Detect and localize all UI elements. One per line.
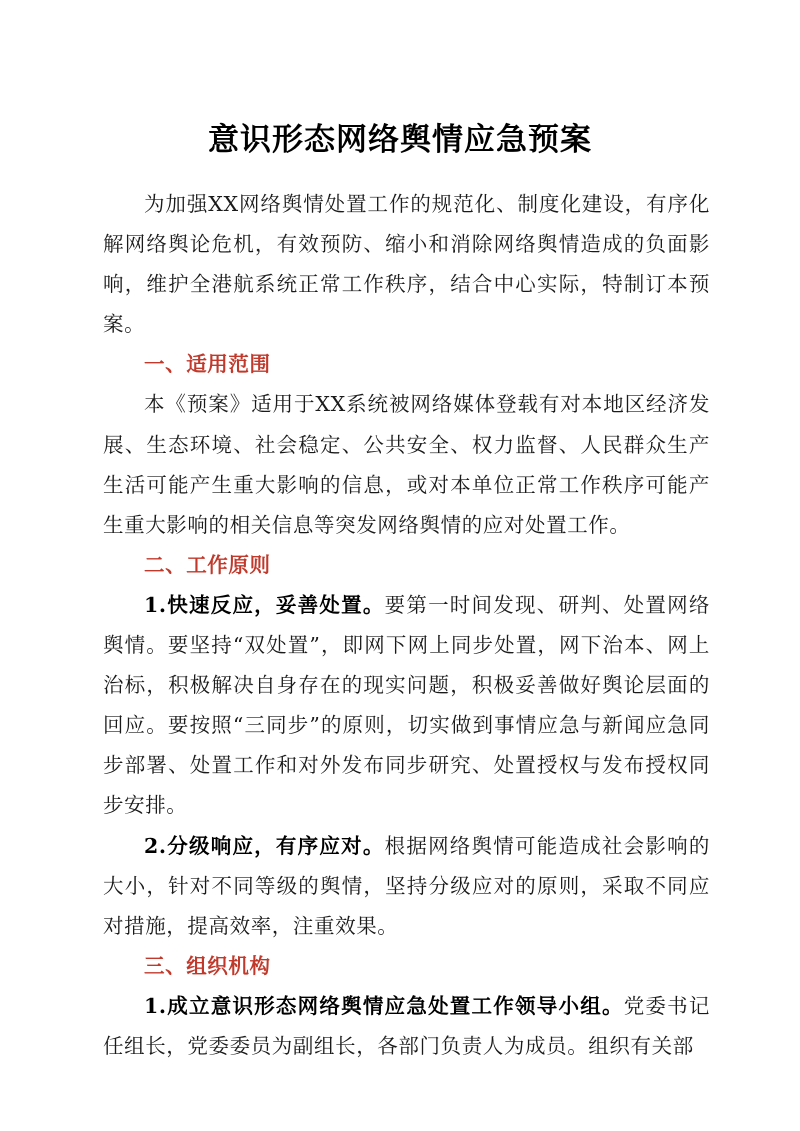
section-heading-principles: 二、工作原则 xyxy=(144,552,271,577)
paragraph-lead: 1.快速反应，妥善处置。 xyxy=(144,592,385,617)
paragraph-lead: 2.分级响应，有序应对。 xyxy=(144,833,385,858)
intro-paragraph: 为加强XX网络舆情处置工作的规范化、制度化建设，有序化解网络舆论危机，有效预防、缩小和消除网络舆情造成的负面影响，维护全港航系统正常工作秩序，结合中心实际，特制订本预案。 xyxy=(103,192,710,337)
organization-paragraph-1 xyxy=(103,986,710,1066)
paragraph-lead: 1.成立意识形态网络舆情应急处置工作领导小组。 xyxy=(144,993,624,1018)
paragraph-text: 本《预案》适用于XX系统被网络媒体登载有对本地区经济发展、生态环境、社会稳定、公共安全、权力监督、人民群众生产生活可能产生重大影响的信息，或对本单位正常工作秩序可能产生重大影响的相关信息等突发网络舆情的应对处置工作。 xyxy=(103,392,710,537)
principle-paragraph-2 xyxy=(103,826,710,946)
paragraph-text: 党委书记任组长，党委委员为副组长，各部门负责人为成员。组织有关部 xyxy=(103,993,710,1058)
paragraph-text: 要第一时间发现、研判、处置网络舆情。要坚持“双处置”，即网下网上同步处置，网下治本、网上治标，积极解决自身存在的现实问题，积极妥善做好舆论层面的回应。要按照“三同步”的原则，切实做到事情应急与新闻应急同步部署、处置工作和对外发布同步研究、处置授权与发布授权同步安排。 xyxy=(103,592,710,818)
paragraph-text: 根据网络舆情可能造成社会影响的大小，针对不同等级的舆情，坚持分级应对的原则，采取不同应对措施，提高效率，注重效果。 xyxy=(103,833,710,938)
section-heading-organization: 三、组织机构 xyxy=(144,953,271,978)
document-body xyxy=(103,184,710,1066)
principle-paragraph-1 xyxy=(103,585,710,826)
scope-paragraph xyxy=(103,384,710,544)
document-title: 意识形态网络舆情应急预案 xyxy=(208,122,592,158)
section-heading-scope: 一、适用范围 xyxy=(144,352,271,377)
